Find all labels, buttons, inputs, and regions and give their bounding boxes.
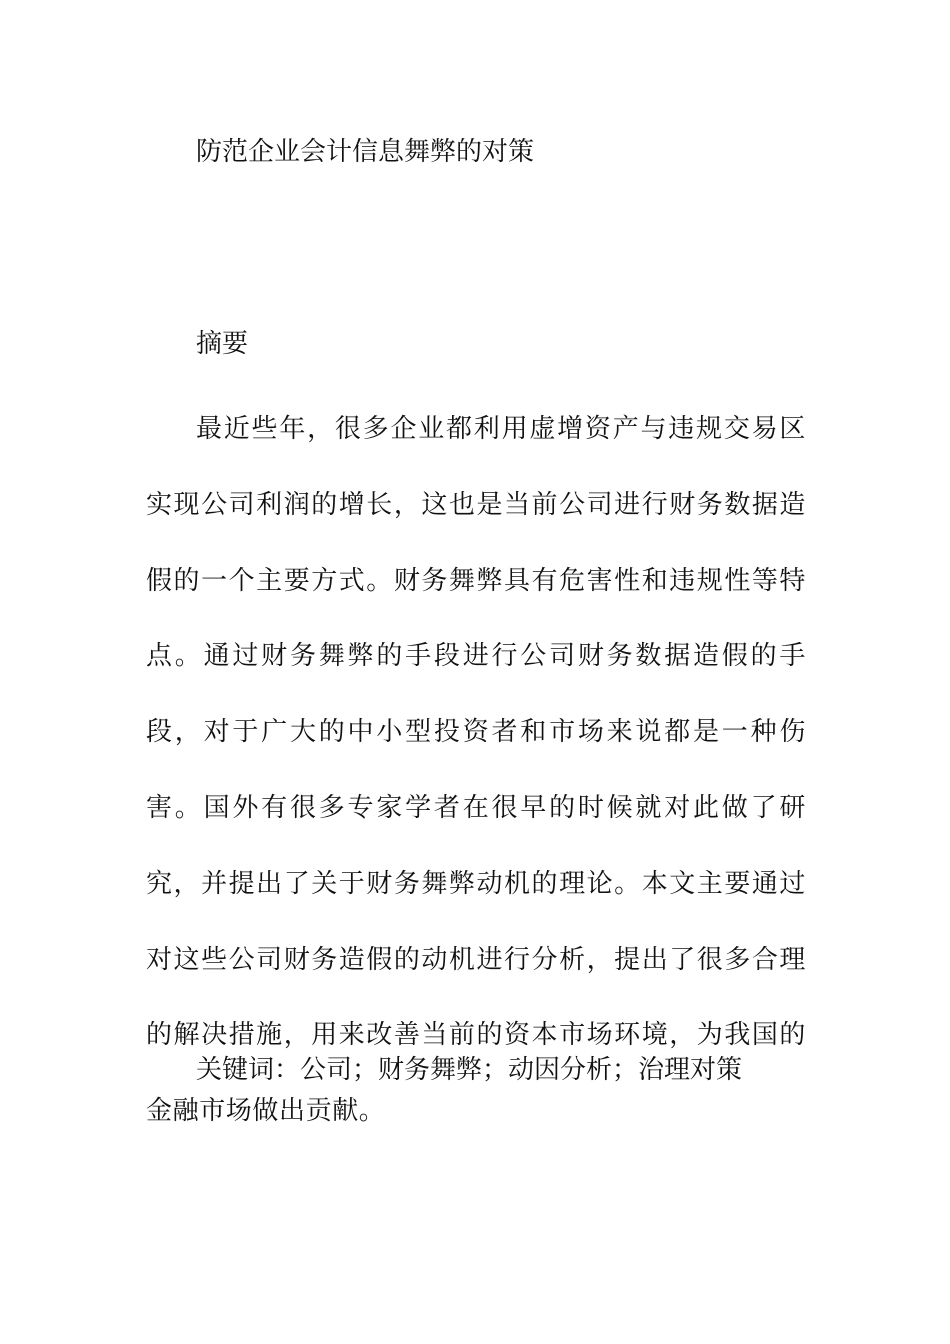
keywords-line: 关键词：公司；财务舞弊；动因分析；治理对策	[196, 1055, 743, 1085]
abstract-heading: 摘要	[196, 329, 249, 359]
abstract-paragraph: 最近些年，很多企业都利用虚增资产与违规交易区实现公司利润的增长，这也是当前公司进行财务数据造假的一个主要方式。财务舞弊具有危害性和违规性等特点。通过财务舞弊的手段进行公司财务数据造假的手段，对于广大的中小型投资者和市场来说都是一种伤害。国外有很多专家学者在很早的时候就对此做了研究，并提出了关于财务舞弊动机的理论。本文主要通过对这些公司财务造假的动机进行分析，提出了很多合理的解决措施，用来改善当前的资本市场环境，为我国的金融市场做出贡献。	[146, 414, 806, 1127]
document-title: 防范企业会计信息舞弊的对策	[196, 137, 535, 167]
